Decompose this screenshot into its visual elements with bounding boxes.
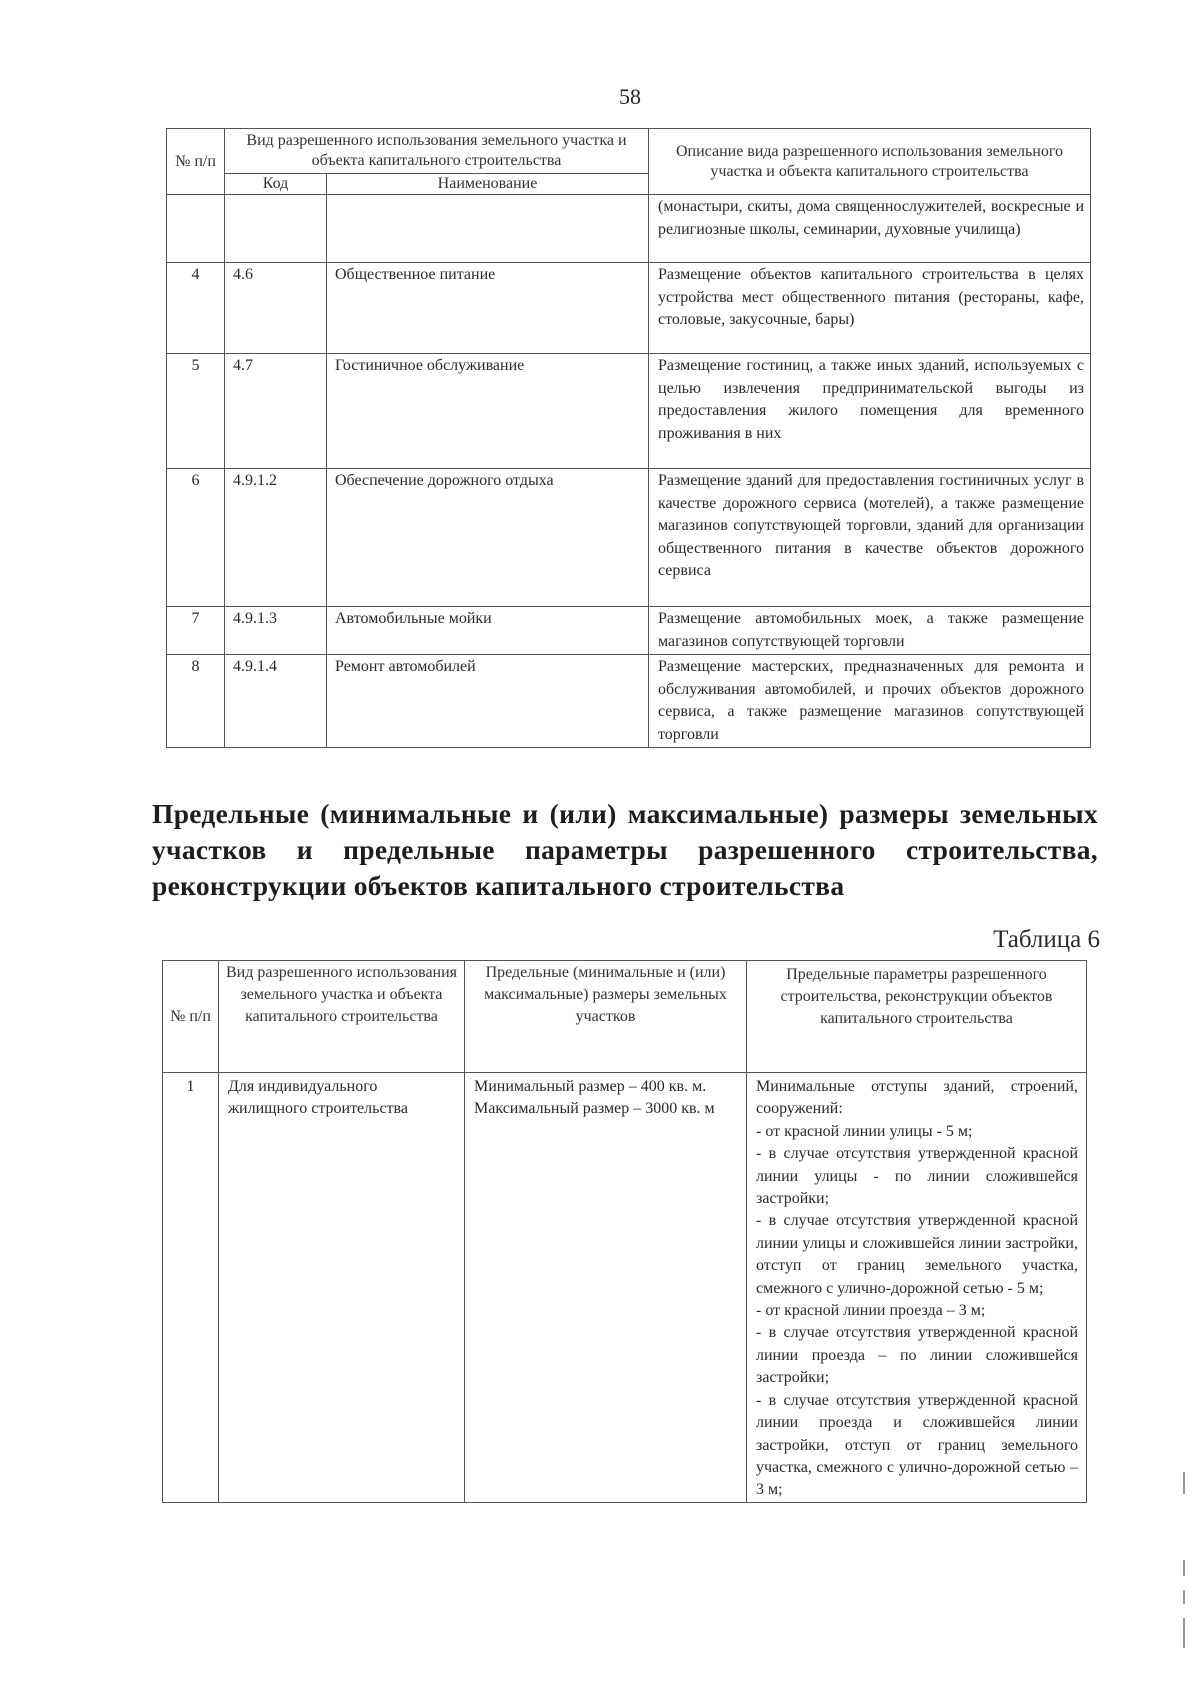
cell-description: Размещение гостиниц, а также иных зданий, используемых с целью извлечения предпринимательской выгоды из предоставления жилого помещения для временного проживания в них (649, 354, 1091, 469)
cell-name: Общественное питание (327, 263, 649, 354)
header-use-group: Вид разрешенного использования земельного участка и объекта капитального строительства (225, 129, 649, 174)
table-row (167, 354, 1091, 469)
cell-num: 8 (167, 655, 225, 748)
header-num: № п/п (167, 129, 225, 195)
cell-code: 4.9.1.2 (225, 469, 327, 607)
cell-code: 4.6 (225, 263, 327, 354)
cell-code: 4.9.1.4 (225, 655, 327, 748)
table-caption: Таблица 6 (993, 926, 1100, 953)
params-line: Минимальные отступы зданий, строений, сооружений: (756, 1078, 1078, 1118)
cell-params (747, 1073, 1087, 1503)
header-name: Наименование (327, 174, 649, 195)
header-params: Предельные параметры разрешенного строительства, реконструкции объектов капитального строительства (747, 961, 1087, 1073)
table-row (167, 655, 1091, 748)
cell-code: 4.7 (225, 354, 327, 469)
table-header-row (163, 961, 1087, 1073)
table-row (167, 263, 1091, 354)
cell-name: Гостиничное обслуживание (327, 354, 649, 469)
cell-num: 6 (167, 469, 225, 607)
cell-num (167, 195, 225, 263)
cell-num: 4 (167, 263, 225, 354)
cell-name: Обеспечение дорожного отдыха (327, 469, 649, 607)
cell-description: (монастыри, скиты, дома священнослужителей, воскресные и религиозные школы, семинарии, духовные училища) (649, 195, 1091, 263)
scan-margin-mark (1183, 1618, 1185, 1648)
table-row (167, 195, 1091, 263)
cell-name: Ремонт автомобилей (327, 655, 649, 748)
table-limit-parameters (162, 960, 1087, 1503)
page-number: 58 (619, 84, 641, 109)
cell-num: 5 (167, 354, 225, 469)
table-row (163, 1073, 1087, 1503)
cell-code: 4.9.1.3 (225, 607, 327, 655)
cell-description: Размещение автомобильных моек, а также размещение магазинов сопутствующей торговли (649, 607, 1091, 655)
params-line: - от красной линии проезда – 3 м; (756, 1302, 986, 1320)
cell-description: Размещение мастерских, предназначенных для ремонта и обслуживания автомобилей, и прочих объектов дорожного сервиса, а также размещение магазинов сопутствующей торговли (649, 655, 1091, 748)
scan-margin-mark (1183, 1560, 1185, 1576)
table-row (167, 469, 1091, 607)
max-size-text: Максимальный размер – 3000 кв. м (474, 1100, 715, 1118)
header-sizes: Предельные (минимальные и (или) максимальные) размеры земельных участков (465, 961, 747, 1073)
section-heading: Предельные (минимальные и (или) максимальные) размеры земельных участков и предельные параметры разрешенного строительства, реконструкции объектов капитального строительства (152, 798, 1098, 901)
header-num: № п/п (163, 961, 219, 1073)
table-header-row (167, 129, 1091, 174)
cell-description: Размещение объектов капитального строительства в целях устройства мест общественного питания (рестораны, кафе, столовые, закусочные, бары) (649, 263, 1091, 354)
scan-margin-mark (1183, 1472, 1185, 1494)
cell-name: Автомобильные мойки (327, 607, 649, 655)
params-line: - в случае отсутствия утвержденной красной линии проезда и сложившейся линии застройки, отступ от границ земельного участка, смежного с улично-дорожной сетью – 3 м; (756, 1391, 1078, 1499)
header-use-type: Вид разрешенного использования земельного участка и объекта капитального строительства (219, 961, 465, 1073)
params-line: - в случае отсутствия утвержденной красной линии проезда – по линии сложившейся застройки; (756, 1324, 1078, 1387)
params-line: - от красной линии улицы - 5 м; (756, 1122, 973, 1140)
params-line: - в случае отсутствия утвержденной красной линии улицы и сложившейся линии застройки, отступ от границ земельного участка, смежного с улично-дорожной сетью - 5 м; (756, 1212, 1078, 1297)
cell-num: 7 (167, 607, 225, 655)
cell-name (327, 195, 649, 263)
cell-code (225, 195, 327, 263)
params-line: - в случае отсутствия утвержденной красной линии улицы - по линии сложившейся застройки; (756, 1145, 1078, 1208)
min-size-text: Минимальный размер – 400 кв. м. (474, 1078, 707, 1095)
table-permitted-uses (166, 128, 1091, 748)
cell-use-type: Для индивидуального жилищного строительства (219, 1073, 465, 1503)
header-code: Код (225, 174, 327, 195)
cell-sizes (465, 1073, 747, 1503)
cell-description: Размещение зданий для предоставления гостиничных услуг в качестве дорожного сервиса (мотелей), а также размещение магазинов сопутствующей торговли, зданий для организации общественного питания в качестве объектов дорожного сервиса (649, 469, 1091, 607)
table-row (167, 607, 1091, 655)
scan-margin-mark (1183, 1590, 1185, 1604)
cell-num: 1 (163, 1073, 219, 1503)
header-description: Описание вида разрешенного использования земельного участка и объекта капитального строительства (649, 129, 1091, 195)
